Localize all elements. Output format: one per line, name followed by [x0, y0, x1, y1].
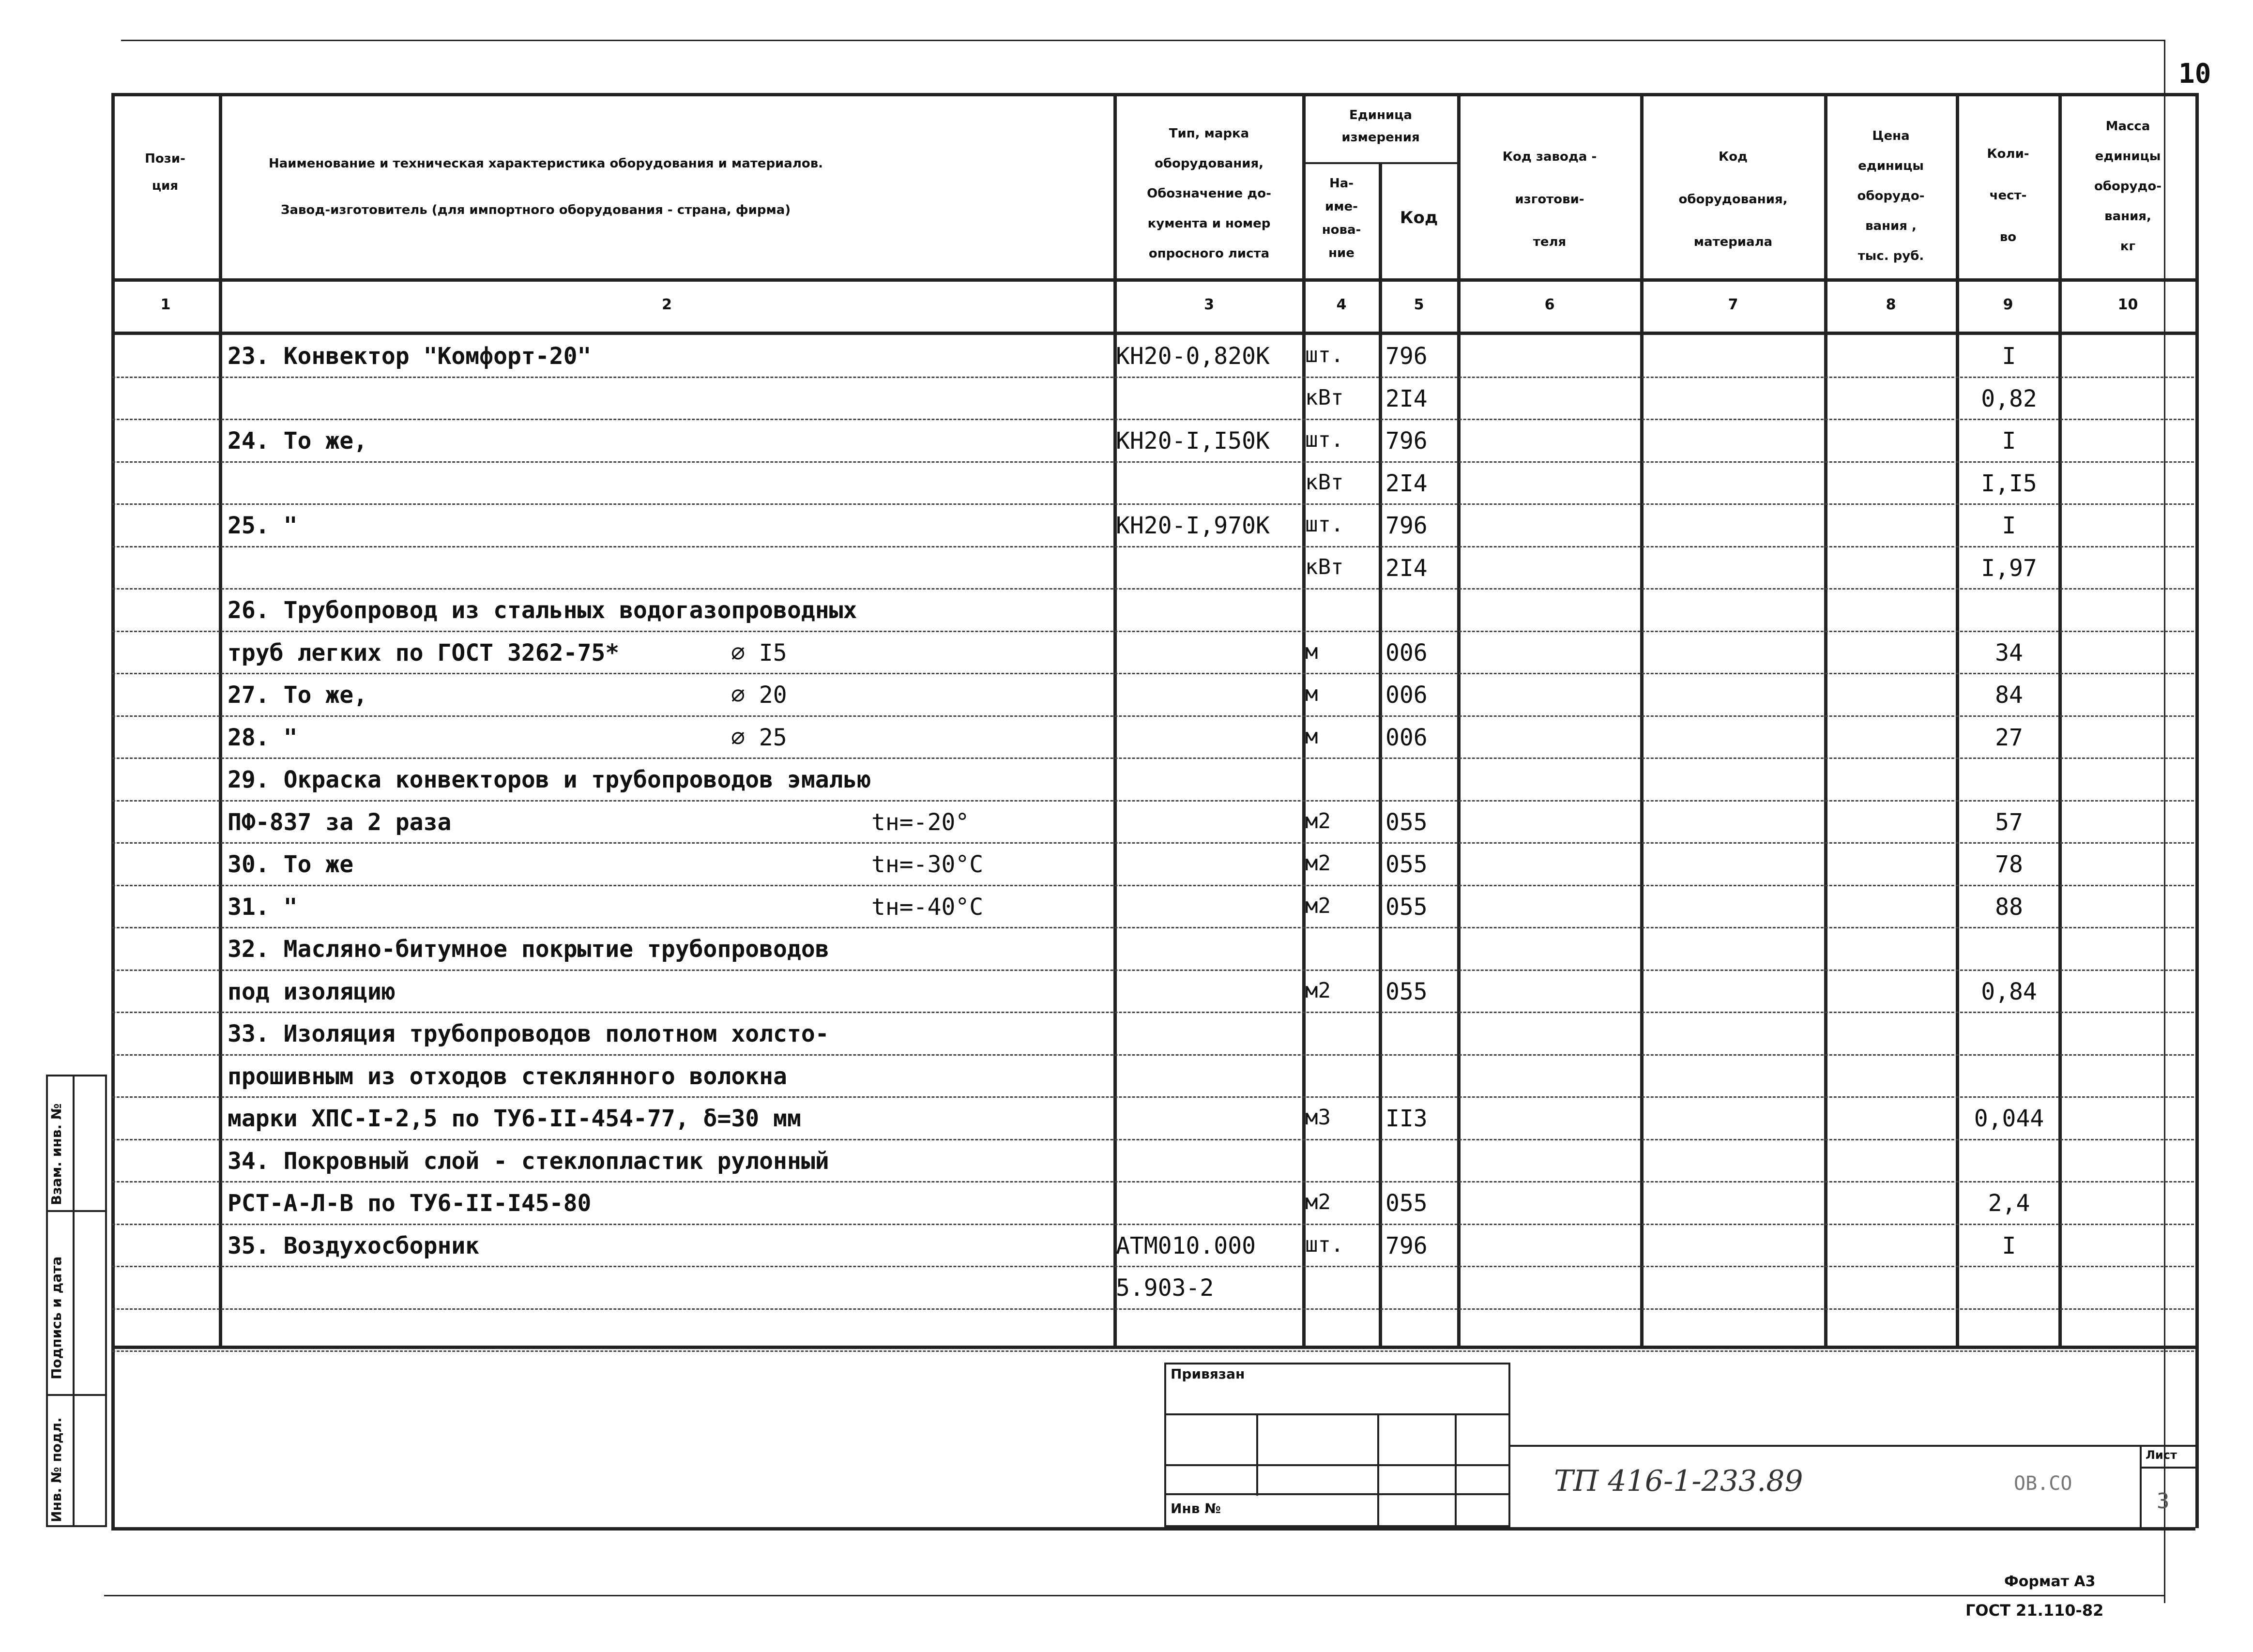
header-equip-l3: материала: [1693, 235, 1773, 249]
sheet-label: Лист: [2146, 1448, 2177, 1462]
row-code: 006: [1385, 724, 1428, 751]
header-qty-l1: Коли-: [1987, 147, 2029, 161]
col-line-6: [1640, 93, 1644, 1347]
row-separator: [112, 503, 2194, 505]
header-price-l2: единицы: [1858, 159, 1924, 173]
row-separator: [112, 970, 2194, 971]
row-quantity: I: [2002, 427, 2016, 455]
row-separator: [112, 885, 2194, 886]
row-separator: [112, 715, 2194, 717]
row-extra: tн=-40°С: [871, 893, 984, 921]
linked-label: Привязан: [1171, 1366, 1245, 1382]
row-quantity: 0,044: [1974, 1105, 2044, 1132]
standard-label: ГОСТ 21.110-82: [1965, 1601, 2104, 1620]
header-bottom-line: [111, 278, 2195, 282]
document-section: ОВ.СО: [2014, 1472, 2072, 1495]
table-body-bottom: [111, 1346, 2195, 1349]
row-code: 055: [1385, 808, 1428, 836]
format-line: [104, 1595, 2164, 1596]
row-unit: м: [1305, 724, 1318, 749]
row-quantity: 57: [1995, 808, 2023, 836]
header-mass-l5: кг: [2120, 239, 2136, 254]
col-number-3: 3: [1204, 296, 1214, 313]
header-name: [220, 140, 1112, 233]
sheet-cell-line: [2140, 1445, 2142, 1527]
row-name: 29. Окраска конвекторов и трубопроводов эмалью: [228, 766, 871, 793]
header-type: [1116, 119, 1302, 269]
row-code: 796: [1385, 427, 1428, 455]
row-type: КН20-0,820К: [1116, 343, 1270, 370]
col-line-1: [219, 93, 222, 1347]
format-label: Формат А3: [2004, 1573, 2096, 1590]
numbers-bottom-line: [111, 332, 2195, 335]
row-type: 5.903-2: [1116, 1274, 1214, 1302]
header-unit-l1: Единица: [1349, 108, 1412, 122]
table-top-border: [111, 93, 2195, 96]
row-unit: шт.: [1305, 427, 1344, 452]
corner-sheet-number: 10: [2178, 58, 2211, 90]
header-factory-l3: теля: [1533, 235, 1567, 249]
col-number-6: 6: [1544, 296, 1555, 313]
row-unit: кВт: [1305, 385, 1344, 410]
row-quantity: I: [2002, 343, 2016, 370]
row-separator: [112, 546, 2194, 547]
row-separator: [112, 461, 2194, 463]
row-code: II3: [1385, 1105, 1428, 1132]
row-quantity: I: [2002, 1232, 2016, 1259]
col-line-9: [2058, 93, 2062, 1347]
header-name-l2: Завод-изготовитель (для импортного оборудования - страна, фирма): [281, 203, 791, 217]
header-mass-l1: Масса: [2105, 119, 2150, 134]
header-mass-l3: оборудо-: [2094, 179, 2162, 194]
row-extra: ⌀ 25: [731, 724, 787, 751]
header-equip-l2: оборудования,: [1678, 192, 1788, 207]
row-name: 24. То же,: [228, 427, 367, 455]
inv-number-label: Инв №: [1171, 1500, 1221, 1516]
stamp-top-line: [1510, 1445, 2195, 1447]
sheet-cell-hline: [2140, 1467, 2195, 1469]
side-strip-divider: [73, 1075, 75, 1527]
header-mass-l2: единицы: [2095, 149, 2161, 164]
header-price-l5: тыс. руб.: [1857, 249, 1924, 263]
row-unit: м: [1305, 682, 1318, 706]
row-unit: м2: [1305, 978, 1331, 1003]
header-position-l1: Пози-: [145, 152, 185, 166]
row-name: 28. ": [228, 724, 298, 751]
row-name: 32. Масляно-битумное покрытие трубопроводов: [228, 936, 829, 963]
row-name: 26. Трубопровод из стальных водогазопроводных: [228, 597, 857, 624]
row-quantity: 78: [1995, 851, 2023, 878]
header-price-l3: оборудо-: [1857, 189, 1925, 203]
row-separator: [112, 1266, 2194, 1267]
table-right-border: [2195, 93, 2199, 1528]
row-name: РСТ-А-Л-В по ТУ6-II-I45-80: [228, 1190, 592, 1217]
col-line-2: [1113, 93, 1117, 1347]
title-block-vline-1: [1256, 1413, 1258, 1496]
title-block-line-1: [1164, 1413, 1510, 1415]
row-code: 055: [1385, 1190, 1428, 1217]
row-unit: м2: [1305, 851, 1331, 876]
row-name: 30. То же: [228, 851, 354, 878]
row-unit: кВт: [1305, 470, 1344, 495]
row-code: 055: [1385, 893, 1428, 921]
col-number-5: 5: [1414, 296, 1424, 313]
header-type-l2: оборудования,: [1154, 156, 1264, 171]
row-quantity: 84: [1995, 682, 2023, 709]
row-separator: [112, 1224, 2194, 1225]
row-code: 2I4: [1385, 554, 1428, 582]
row-type: КН20-I,I50К: [1116, 427, 1270, 455]
row-separator: [112, 1181, 2194, 1182]
row-code: 055: [1385, 851, 1428, 878]
sheet-number: 3: [2157, 1489, 2170, 1514]
row-extra: tн=-20°: [871, 808, 970, 836]
row-name: прошивным из отходов стеклянного волокна: [228, 1062, 787, 1090]
row-separator: [112, 1139, 2194, 1140]
row-unit: м3: [1305, 1105, 1331, 1130]
row-name: 27. То же,: [228, 682, 367, 709]
row-separator: [112, 588, 2194, 590]
col-line-4: [1379, 162, 1382, 1347]
title-block-vline-2: [1377, 1413, 1379, 1527]
row-quantity: 0,82: [1981, 385, 2037, 412]
row-quantity: I,97: [1981, 554, 2037, 582]
row-separator: [112, 1308, 2194, 1310]
row-type: КН20-I,970К: [1116, 512, 1270, 539]
row-separator: [112, 758, 2194, 759]
col-line-7: [1824, 93, 1827, 1347]
header-qty-l3: во: [1999, 230, 2017, 244]
row-code: 006: [1385, 639, 1428, 667]
col-number-8: 8: [1886, 296, 1896, 313]
header-factory-l2: изготови-: [1515, 192, 1584, 207]
col-line-8: [1956, 93, 1959, 1347]
row-separator: [112, 1096, 2194, 1098]
row-name: под изоляцию: [228, 978, 396, 1005]
header-price: [1826, 121, 1956, 271]
header-position-l2: ция: [152, 179, 179, 193]
header-price-l4: вания ,: [1865, 219, 1917, 233]
title-block-line-3: [1164, 1493, 1510, 1495]
header-mass: [2060, 111, 2195, 261]
row-name: 33. Изоляция трубопроводов полотном холсто-: [228, 1020, 829, 1047]
row-code: 796: [1385, 512, 1428, 539]
row-separator: [112, 673, 2194, 674]
header-factory-l1: Код завода -: [1502, 150, 1597, 164]
side-label-signature: Подпись и дата: [48, 1256, 64, 1379]
row-extra: tн=-30°С: [871, 851, 984, 878]
col-number-2: 2: [662, 296, 672, 313]
col-line-5: [1457, 93, 1461, 1347]
row-quantity: I,I5: [1981, 470, 2037, 497]
top-rule: [121, 40, 2164, 41]
row-quantity: 2,4: [1988, 1190, 2030, 1217]
row-code: 2I4: [1385, 385, 1428, 412]
row-name: 34. Покровный слой - стеклопластик рулонный: [228, 1147, 829, 1175]
header-unit-name-l3: нова-: [1322, 223, 1361, 237]
row-name: марки ХПС-I-2,5 по ТУ6-II-454-77, δ=30 мм: [228, 1105, 801, 1132]
row-code: 796: [1385, 1232, 1428, 1259]
row-code: 006: [1385, 682, 1428, 709]
side-strip-line-2: [46, 1394, 107, 1396]
row-name: 25. ": [228, 512, 298, 539]
row-quantity: 34: [1995, 639, 2023, 667]
header-type-l1: Тип, марка: [1169, 126, 1249, 141]
col-number-10: 10: [2117, 296, 2138, 313]
col-line-3: [1302, 93, 1306, 1347]
header-unit-l2: измерения: [1341, 130, 1420, 145]
row-unit: м2: [1305, 808, 1331, 834]
row-extra: ⌀ I5: [731, 639, 787, 667]
col-number-7: 7: [1728, 296, 1738, 313]
row-name: 23. Конвектор "Комфорт-20": [228, 343, 592, 370]
col-number-4: 4: [1336, 296, 1347, 313]
header-position: [112, 145, 218, 199]
row-separator: [112, 842, 2194, 844]
header-unit-name: [1304, 172, 1379, 265]
row-code: 2I4: [1385, 470, 1428, 497]
row-separator: [112, 927, 2194, 928]
col-number-9: 9: [2003, 296, 2013, 313]
header-type-l4: кумента и номер: [1147, 216, 1271, 231]
header-unit-name-l1: На-: [1329, 176, 1354, 191]
header-unit-code: Код: [1400, 208, 1438, 227]
row-type: АТМ010.000: [1116, 1232, 1256, 1259]
header-price-l1: Цена: [1872, 129, 1910, 143]
row-quantity: 0,84: [1981, 978, 2037, 1005]
header-unit-name-l2: име-: [1325, 199, 1358, 214]
row-quantity: I: [2002, 512, 2016, 539]
header-type-l3: Обозначение до-: [1147, 186, 1271, 201]
row-unit: шт.: [1305, 1232, 1344, 1257]
side-strip-line-1: [46, 1210, 107, 1212]
header-unit-name-l4: ние: [1328, 246, 1355, 260]
row-unit: шт.: [1305, 343, 1344, 367]
row-separator: [112, 631, 2194, 632]
row-separator: [112, 800, 2194, 802]
header-unit-group: [1304, 104, 1457, 149]
title-block-line-2: [1164, 1464, 1510, 1466]
row-unit: кВт: [1305, 554, 1344, 579]
row-unit: м2: [1305, 893, 1331, 918]
row-code: 055: [1385, 978, 1428, 1005]
side-label-exchange: Взам. инв. №: [48, 1103, 64, 1205]
col-number-1: 1: [160, 296, 171, 313]
header-factory-code: [1459, 136, 1640, 263]
row-code: 796: [1385, 343, 1428, 370]
row-separator: [112, 1350, 2194, 1352]
header-quantity: [1958, 133, 2058, 258]
row-name: 35. Воздухосборник: [228, 1232, 480, 1259]
table-bottom-border: [111, 1527, 2195, 1531]
row-separator: [112, 1012, 2194, 1013]
row-unit: шт.: [1305, 512, 1344, 537]
row-unit: м2: [1305, 1190, 1331, 1214]
row-name: труб легких по ГОСТ 3262-75*: [228, 639, 620, 667]
header-type-l5: опросного листа: [1148, 246, 1270, 261]
side-label-inventory: Инв. № подл.: [48, 1417, 64, 1522]
row-separator: [112, 377, 2194, 378]
row-name: ПФ-837 за 2 раза: [228, 808, 452, 836]
document-code: ТП 416-1-233.89: [1554, 1464, 1803, 1498]
header-qty-l2: чест-: [1989, 188, 2027, 203]
row-quantity: 88: [1995, 893, 2023, 921]
row-quantity: 27: [1995, 724, 2023, 751]
header-mass-l4: вания,: [2104, 209, 2151, 224]
header-equip-l1: Код: [1718, 150, 1748, 164]
title-block-vline-3: [1455, 1413, 1457, 1527]
top-right-rule: [2164, 40, 2165, 1603]
row-unit: м: [1305, 639, 1318, 664]
row-name: 31. ": [228, 893, 298, 921]
header-name-l1: Наименование и техническая характеристика оборудования и материалов.: [269, 156, 823, 171]
row-separator: [112, 1054, 2194, 1056]
row-separator: [112, 419, 2194, 420]
row-extra: ⌀ 20: [731, 682, 787, 709]
header-equipment-code: [1642, 136, 1824, 263]
